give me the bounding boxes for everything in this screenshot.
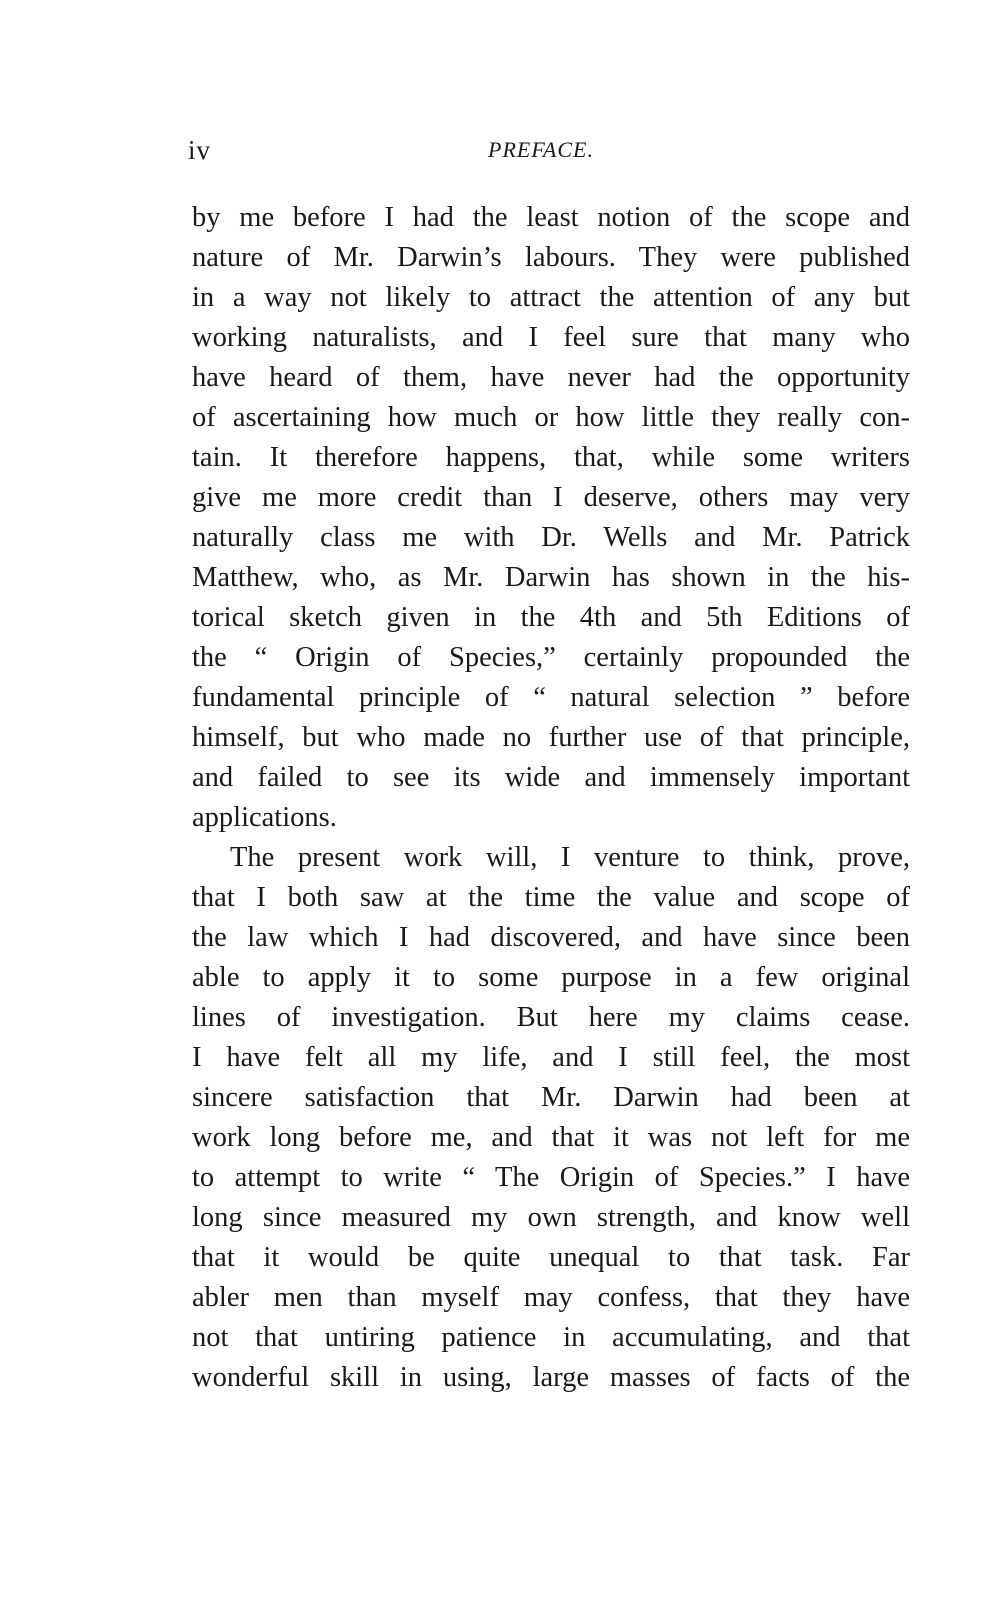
paragraph-end-line: applications. <box>192 802 337 833</box>
page-header <box>188 135 958 169</box>
text-line: Matthew, who, as Mr. Darwin has shown in the his- <box>192 562 910 593</box>
text-line: torical sketch given in the 4th and 5th Editions of <box>192 602 910 633</box>
text-line: the “ Origin of Species,” certainly propounded the <box>192 642 910 673</box>
paragraph-start-line: The present work will, I venture to think, prove, <box>230 842 910 873</box>
running-title: PREFACE. <box>488 137 594 162</box>
text-line: in a way not likely to attract the attention of any but <box>192 282 910 313</box>
text-line: wonderful skill in using, large masses of facts of the <box>192 1362 910 1393</box>
text-line: give me more credit than I deserve, others may very <box>192 482 910 513</box>
text-line: able to apply it to some purpose in a few original <box>192 962 910 993</box>
text-line: to attempt to write “ The Origin of Species.” I have <box>192 1162 910 1193</box>
text-line: work long before me, and that it was not left for me <box>192 1122 910 1153</box>
text-line: that I both saw at the time the value and scope of <box>192 882 910 913</box>
text-line: nature of Mr. Darwin’s labours. They were published <box>192 242 910 273</box>
body-text <box>192 198 910 1398</box>
text-line: tain. It therefore happens, that, while some writers <box>192 442 910 473</box>
text-line: and failed to see its wide and immensely important <box>192 762 910 793</box>
text-line: fundamental principle of “ natural selection ” before <box>192 682 910 713</box>
text-line: lines of investigation. But here my claims cease. <box>192 1002 910 1033</box>
text-line: not that untiring patience in accumulating, and that <box>192 1322 910 1353</box>
text-line: naturally class me with Dr. Wells and Mr. Patrick <box>192 522 910 553</box>
text-line: that it would be quite unequal to that task. Far <box>192 1242 910 1273</box>
text-line: the law which I had discovered, and have since been <box>192 922 910 953</box>
text-line: sincere satisfaction that Mr. Darwin had been at <box>192 1082 910 1113</box>
text-line: long since measured my own strength, and know well <box>192 1202 910 1233</box>
text-line: I have felt all my life, and I still feel, the most <box>192 1042 910 1073</box>
text-line: have heard of them, have never had the opportunity <box>192 362 910 393</box>
text-line: by me before I had the least notion of the scope and <box>192 202 910 233</box>
text-line: abler men than myself may confess, that they have <box>192 1282 910 1313</box>
text-line: himself, but who made no further use of that principle, <box>192 722 910 753</box>
text-line: working naturalists, and I feel sure that many who <box>192 322 910 353</box>
page-number: iv <box>188 135 212 165</box>
text-line: of ascertaining how much or how little they really con- <box>192 402 910 433</box>
